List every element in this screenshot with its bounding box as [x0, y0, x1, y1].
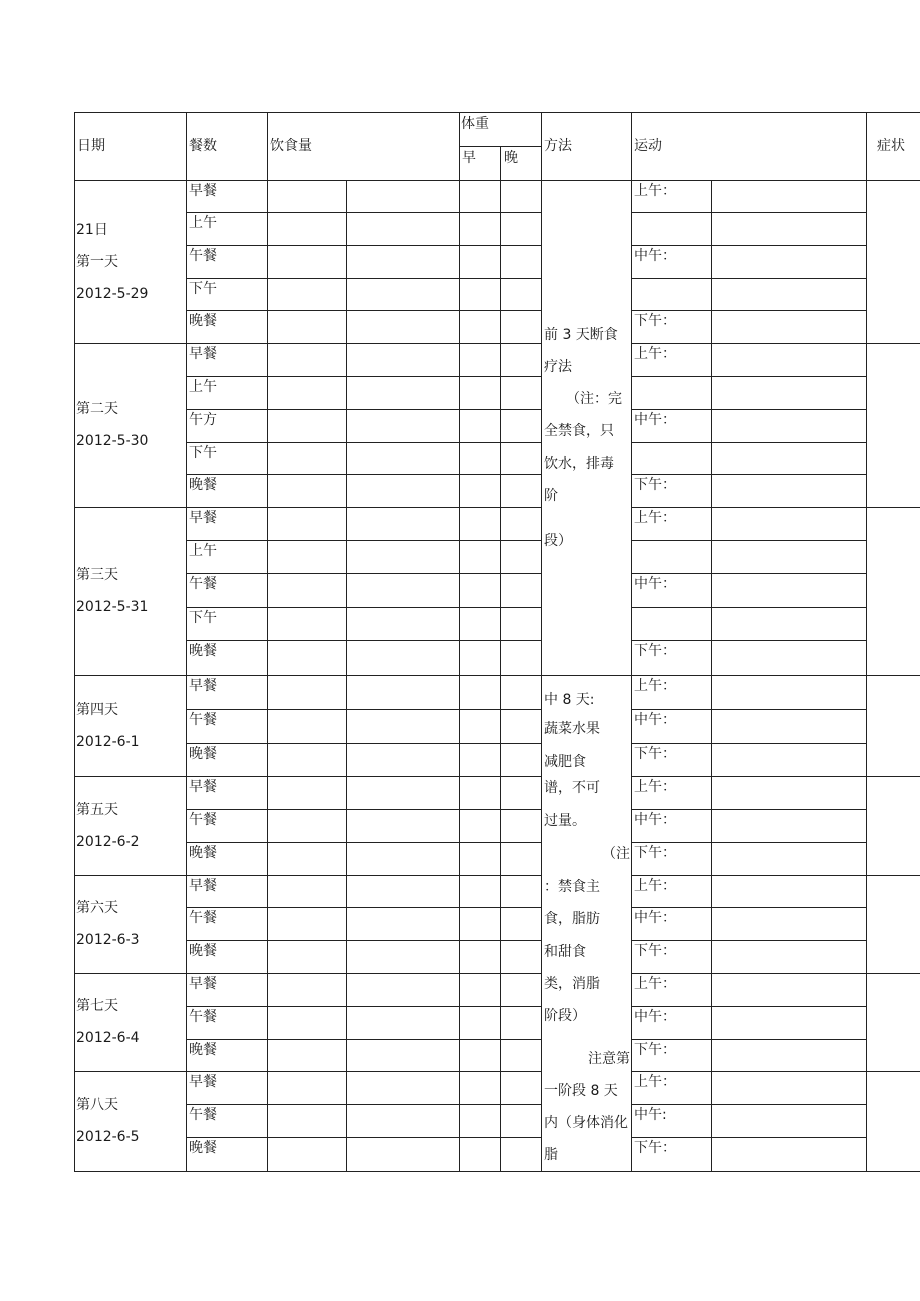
- method-2-line: 一阶段 8 天: [544, 1083, 618, 1099]
- header-weight-evening: 晚: [504, 150, 518, 166]
- exercise-slot-label: 中午:: [634, 1107, 667, 1123]
- exercise-slot-label: 上午：: [634, 346, 676, 362]
- method-1-line: 段）: [544, 533, 572, 549]
- meal-label: 午方: [189, 412, 217, 428]
- day-label: 2012-5-29: [76, 286, 149, 302]
- method-2-line: 类，消脂: [544, 976, 600, 992]
- method-2-line: 减肥食: [544, 754, 586, 770]
- header-method: 方法: [544, 138, 572, 154]
- header-date: 日期: [77, 138, 105, 154]
- row-line: [631, 1104, 866, 1105]
- meal-label: 上午: [189, 215, 217, 231]
- row-line: [186, 376, 541, 377]
- header-intake: 饮食量: [270, 138, 312, 154]
- row-line: [631, 709, 866, 710]
- meal-label: 早餐: [189, 346, 217, 362]
- exercise-slot-label: 中午：: [634, 248, 676, 264]
- meal-label: 晚餐: [189, 1042, 217, 1058]
- meal-label: 下午: [189, 281, 217, 297]
- meal-label: 午餐: [189, 248, 217, 264]
- meal-label: 午餐: [189, 1009, 217, 1025]
- row-line: [186, 940, 541, 941]
- row-line: [186, 540, 541, 541]
- row-line: [631, 640, 866, 641]
- header-meal: 餐数: [189, 138, 217, 154]
- day-border: [631, 343, 920, 344]
- row-line: [186, 1006, 541, 1007]
- day-border: [631, 1171, 920, 1172]
- exercise-slot-label: 下午：: [634, 845, 676, 861]
- day-border: [74, 1071, 541, 1072]
- exercise-slot-label: 下午：: [634, 477, 676, 493]
- row-line: [186, 310, 541, 311]
- header-vline: [541, 112, 542, 180]
- row-line: [186, 212, 541, 213]
- row-line: [186, 842, 541, 843]
- row-line: [186, 1039, 541, 1040]
- day-border: [74, 1171, 541, 1172]
- row-line: [631, 278, 866, 279]
- meal-label: 早餐: [189, 678, 217, 694]
- meal-label: 午餐: [189, 812, 217, 828]
- exercise-slot-label: 上午：: [634, 779, 676, 795]
- exercise-slot-label: 中午：: [634, 412, 676, 428]
- meal-label: 晚餐: [189, 1140, 217, 1156]
- row-line: [631, 474, 866, 475]
- row-line: [631, 442, 866, 443]
- method-bottom: [541, 1171, 631, 1172]
- meal-label: 午餐: [189, 1107, 217, 1123]
- day-label: 第七天: [76, 998, 118, 1014]
- exercise-slot-label: 上午：: [634, 678, 676, 694]
- exercise-slot-label: 下午：: [634, 1042, 676, 1058]
- day-label: 第八天: [76, 1097, 118, 1113]
- day-label: 第三天: [76, 567, 118, 583]
- day-border: [74, 875, 541, 876]
- meal-label: 晚餐: [189, 746, 217, 762]
- day-label: 21日: [76, 222, 108, 238]
- day-label: 第一天: [76, 254, 118, 270]
- meal-label: 早餐: [189, 510, 217, 526]
- row-line: [186, 809, 541, 810]
- row-line: [186, 474, 541, 475]
- method-1-line: 阶: [544, 488, 558, 504]
- method-2-line: （注: [602, 846, 630, 862]
- day-border: [631, 776, 920, 777]
- day-label: 2012-5-30: [76, 433, 149, 449]
- exercise-slot-label: 上午：: [634, 510, 676, 526]
- row-line: [631, 310, 866, 311]
- row-line: [186, 640, 541, 641]
- method-2-line: 和甜食: [544, 944, 586, 960]
- header-vline: [631, 112, 632, 180]
- day-border: [74, 776, 541, 777]
- day-border: [74, 507, 541, 508]
- row-line: [186, 1137, 541, 1138]
- exercise-slot-label: 上午：: [634, 976, 676, 992]
- header-vline: [186, 112, 187, 180]
- header-exercise: 运动: [634, 138, 662, 154]
- day-label: 2012-6-4: [76, 1030, 140, 1046]
- table-top-border: [74, 112, 920, 113]
- meal-label: 午餐: [189, 712, 217, 728]
- method-1-line: 全禁食，只: [544, 423, 614, 439]
- method-2-line: 中 8 天:: [544, 692, 595, 708]
- header-symptom: 症状: [877, 138, 905, 154]
- row-line: [186, 1104, 541, 1105]
- exercise-slot-label: 下午：: [634, 1140, 676, 1156]
- exercise-slot-label: 下午：: [634, 746, 676, 762]
- row-line: [631, 540, 866, 541]
- header-bottom-border: [74, 180, 920, 181]
- meal-label: 上午: [189, 379, 217, 395]
- row-line: [631, 376, 866, 377]
- day-label: 第四天: [76, 702, 118, 718]
- exercise-slot-label: 下午：: [634, 643, 676, 659]
- method-1-line: （注：完: [566, 391, 622, 407]
- row-line: [631, 743, 866, 744]
- row-line: [631, 1006, 866, 1007]
- exercise-slot-label: 中午：: [634, 910, 676, 926]
- meal-label: 晚餐: [189, 313, 217, 329]
- row-line: [631, 245, 866, 246]
- day-border: [631, 675, 920, 676]
- day-border: [631, 1071, 920, 1072]
- row-line: [186, 245, 541, 246]
- header-weight-morning: 早: [462, 150, 476, 166]
- meal-label: 早餐: [189, 878, 217, 894]
- method-2-line: 过量。: [544, 813, 586, 829]
- row-line: [631, 1039, 866, 1040]
- row-line: [631, 409, 866, 410]
- method-2-line: 内（身体消化: [544, 1115, 628, 1131]
- method-2-line: 注意第: [588, 1051, 630, 1067]
- day-label: 2012-6-2: [76, 834, 140, 850]
- day-label: 第二天: [76, 401, 118, 417]
- exercise-slot-label: 中午：: [634, 712, 676, 728]
- row-line: [186, 278, 541, 279]
- day-border: [631, 507, 920, 508]
- row-line: [186, 409, 541, 410]
- row-line: [631, 573, 866, 574]
- row-line: [631, 940, 866, 941]
- exercise-slot-label: 上午：: [634, 1074, 676, 1090]
- exercise-slot-label: 中午：: [634, 1009, 676, 1025]
- method-2-line: 蔬菜水果: [544, 721, 600, 737]
- day-border: [74, 973, 541, 974]
- row-line: [186, 743, 541, 744]
- weight-split-vline: [500, 146, 501, 180]
- day-border: [631, 973, 920, 974]
- row-line: [186, 907, 541, 908]
- exercise-slot-label: 上午：: [634, 878, 676, 894]
- day-border: [631, 875, 920, 876]
- meal-label: 早餐: [189, 779, 217, 795]
- row-line: [631, 809, 866, 810]
- row-line: [631, 842, 866, 843]
- exercise-slot-label: 下午：: [634, 943, 676, 959]
- row-line: [631, 212, 866, 213]
- meal-label: 上午: [189, 543, 217, 559]
- method-2-line: 脂: [544, 1147, 558, 1163]
- method-1-line: 前 3 天断食: [544, 327, 618, 343]
- meal-label: 下午: [189, 610, 217, 626]
- row-line: [631, 907, 866, 908]
- meal-label: 晚餐: [189, 477, 217, 493]
- exercise-slot-label: 上午：: [634, 183, 676, 199]
- header-weight: 体重: [461, 116, 489, 132]
- row-line: [631, 607, 866, 608]
- header-vline: [267, 112, 268, 180]
- day-label: 2012-6-3: [76, 932, 140, 948]
- meal-label: 午餐: [189, 910, 217, 926]
- meal-label: 早餐: [189, 1074, 217, 1090]
- exercise-slot-label: 下午：: [634, 313, 676, 329]
- method-1-line: 饮水，排毒: [544, 456, 614, 472]
- day-label: 2012-6-5: [76, 1129, 140, 1145]
- meal-label: 早餐: [189, 976, 217, 992]
- day-label: 2012-5-31: [76, 599, 149, 615]
- method-2-line: 阶段）: [544, 1008, 586, 1024]
- row-line: [186, 709, 541, 710]
- header-vline: [459, 112, 460, 180]
- meal-label: 早餐: [189, 183, 217, 199]
- meal-label: 下午: [189, 445, 217, 461]
- exercise-slot-label: 中午：: [634, 576, 676, 592]
- day-label: 2012-6-1: [76, 734, 140, 750]
- row-line: [186, 573, 541, 574]
- header-vline: [74, 112, 75, 180]
- day-label: 第五天: [76, 802, 118, 818]
- row-line: [186, 442, 541, 443]
- meal-label: 晚餐: [189, 845, 217, 861]
- exercise-slot-label: 中午：: [634, 812, 676, 828]
- day-label: 第六天: [76, 900, 118, 916]
- method-1-line: 疗法: [544, 359, 572, 375]
- meal-label: 晚餐: [189, 643, 217, 659]
- method-2-line: ：禁食主: [544, 879, 600, 895]
- method-2-line: 食，脂肪: [544, 911, 600, 927]
- meal-label: 午餐: [189, 576, 217, 592]
- method-phase-divider: [541, 675, 631, 676]
- row-line: [186, 607, 541, 608]
- day-border: [74, 675, 541, 676]
- day-border: [74, 343, 541, 344]
- method-2-line: 谱，不可: [544, 780, 600, 796]
- meal-label: 晚餐: [189, 943, 217, 959]
- row-line: [631, 1137, 866, 1138]
- header-vline: [866, 112, 867, 180]
